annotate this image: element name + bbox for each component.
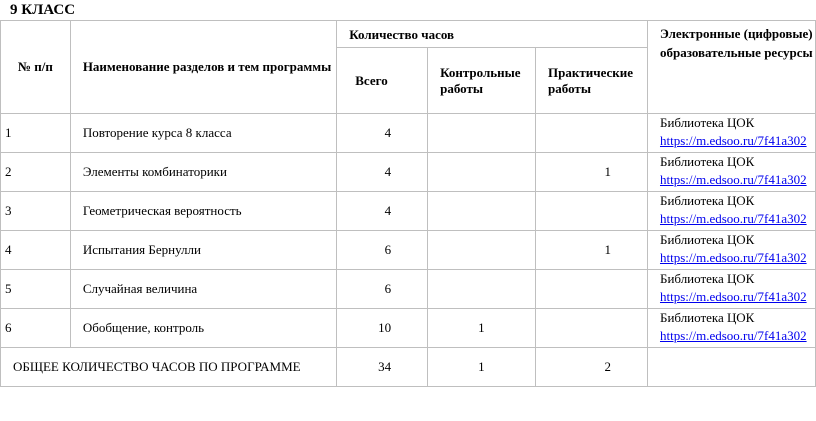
resource-link[interactable]: https://m.edsoo.ru/7f41a302 xyxy=(659,328,807,343)
summary-total: 34 xyxy=(337,348,428,387)
table-row xyxy=(1,270,816,309)
summary-label: ОБЩЕЕ КОЛИЧЕСТВО ЧАСОВ ПО ПРОГРАММЕ xyxy=(1,348,337,387)
resource-link[interactable]: https://m.edsoo.ru/7f41a302 xyxy=(659,172,807,187)
resource-label: Библиотека ЦОК xyxy=(659,271,755,286)
row-resource xyxy=(647,231,815,270)
summary-control: 1 xyxy=(428,348,536,387)
resource-label: Библиотека ЦОК xyxy=(659,310,755,325)
row-name: Геометрическая вероятность xyxy=(70,192,336,231)
row-num: 1 xyxy=(1,114,71,153)
summary-practical: 2 xyxy=(536,348,648,387)
resource-link[interactable]: https://m.edsoo.ru/7f41a302 xyxy=(659,250,807,265)
header-total: Всего xyxy=(337,48,428,114)
row-num: 3 xyxy=(1,192,71,231)
header-resources: Электронные (цифровые) образовательные ресурсы xyxy=(647,21,815,114)
row-total: 4 xyxy=(337,153,428,192)
resource-label: Библиотека ЦОК xyxy=(659,154,755,169)
header-hours: Количество часов xyxy=(337,21,648,48)
row-num: 4 xyxy=(1,231,71,270)
table-row xyxy=(1,114,816,153)
table-row xyxy=(1,309,816,348)
row-resource xyxy=(647,153,815,192)
table-row xyxy=(1,231,816,270)
row-control xyxy=(428,192,536,231)
header-num: № п/п xyxy=(1,21,71,114)
resource-link[interactable]: https://m.edsoo.ru/7f41a302 xyxy=(659,133,807,148)
resource-label: Библиотека ЦОК xyxy=(659,115,755,130)
row-control xyxy=(428,114,536,153)
table-row xyxy=(1,153,816,192)
summary-row xyxy=(1,348,816,387)
row-control xyxy=(428,270,536,309)
row-practical xyxy=(536,270,648,309)
resource-link[interactable]: https://m.edsoo.ru/7f41a302 xyxy=(659,211,807,226)
row-practical xyxy=(536,114,648,153)
header-control: Контрольные работы xyxy=(428,48,536,114)
row-resource xyxy=(647,114,815,153)
row-total: 4 xyxy=(337,192,428,231)
row-total: 10 xyxy=(337,309,428,348)
row-total: 6 xyxy=(337,231,428,270)
row-total: 6 xyxy=(337,270,428,309)
row-num: 5 xyxy=(1,270,71,309)
resource-label: Библиотека ЦОК xyxy=(659,232,755,247)
page-title: 9 КЛАСС xyxy=(10,2,76,18)
curriculum-table xyxy=(0,20,816,387)
resource-link[interactable]: https://m.edsoo.ru/7f41a302 xyxy=(659,289,807,304)
row-practical: 1 xyxy=(536,231,648,270)
row-total: 4 xyxy=(337,114,428,153)
row-name: Повторение курса 8 класса xyxy=(70,114,336,153)
row-control: 1 xyxy=(428,309,536,348)
row-practical: 1 xyxy=(536,153,648,192)
row-name: Элементы комбинаторики xyxy=(70,153,336,192)
row-control xyxy=(428,231,536,270)
row-name: Случайная величина xyxy=(70,270,336,309)
row-resource xyxy=(647,270,815,309)
header-practical: Практические работы xyxy=(536,48,648,114)
table-row xyxy=(1,192,816,231)
row-resource xyxy=(647,309,815,348)
row-practical xyxy=(536,309,648,348)
row-num: 6 xyxy=(1,309,71,348)
resource-label: Библиотека ЦОК xyxy=(659,193,755,208)
row-practical xyxy=(536,192,648,231)
row-resource xyxy=(647,192,815,231)
header-name: Наименование разделов и тем программы xyxy=(70,21,336,114)
row-name: Испытания Бернулли xyxy=(70,231,336,270)
row-num: 2 xyxy=(1,153,71,192)
row-name: Обобщение, контроль xyxy=(70,309,336,348)
row-control xyxy=(428,153,536,192)
summary-resource xyxy=(647,348,815,387)
